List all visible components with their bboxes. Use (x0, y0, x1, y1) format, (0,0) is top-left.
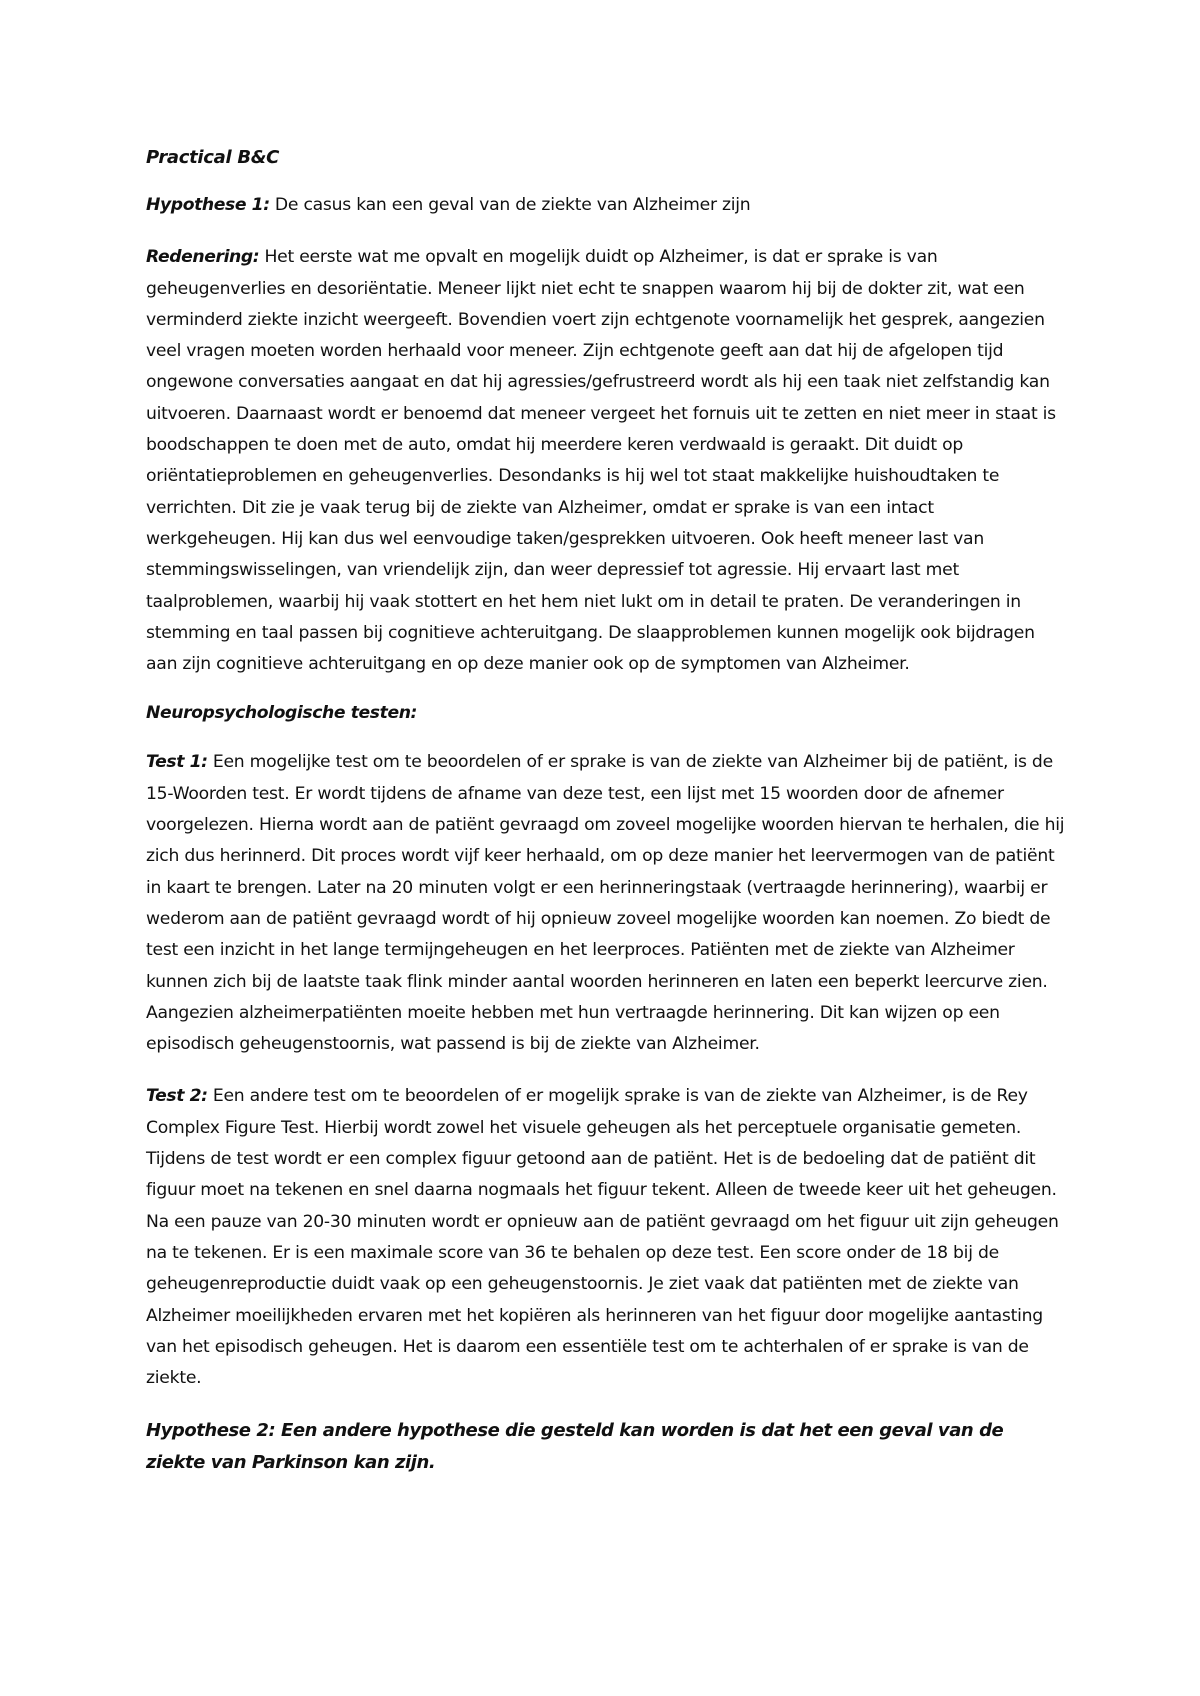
reasoning-text: Het eerste wat me opvalt en mogelijk duidt op Alzheimer, is dat er sprake is van geheugenverlies en desoriëntatie. Meneer lijkt niet echt te snappen waarom hij bij de dokter zit, wat een verminderd ziekte inzicht weergeeft. Bovendien voert zijn echtgenote voornamelijk het gesprek, aangezien veel vragen moeten worden herhaald voor meneer. Zijn echtgenote geeft aan dat hij de afgelopen tijd ongewone conversaties aangaat en dat hij agressies/gefrustreerd wordt als hij een taak niet zelfstandig kan uitvoeren. Daarnaast wordt er benoemd dat meneer vergeet het fornuis uit te zetten en niet meer in staat is boodschappen te doen met de auto, omdat hij meerdere keren verdwaald is geraakt. Dit duidt op oriëntatieproblemen en geheugenverlies. Desondanks is hij wel tot staat makkelijke huishoudtaken te verrichten. Dit zie je vaak terug bij de ziekte van Alzheimer, omdat er sprake is van een intact werkgeheugen. Hij kan dus wel eenvoudige taken/gesprekken uitvoeren. Ook heeft meneer last van stemmingswisselingen, van vriendelijk zijn, dan weer depressief tot agressie. Hij ervaart last met taalproblemen, waarbij hij vaak stottert en het hem niet lukt om in detail te praten. De veranderingen in stemming en taal passen bij cognitieve achteruitgang. De slaapproblemen kunnen mogelijk ook bijdragen aan zijn cognitieve achteruitgang en op deze manier ook op de symptomen van Alzheimer. (146, 247, 1056, 675)
test-2-paragraph (146, 1081, 1066, 1394)
reasoning-label: Redenering: (146, 247, 260, 268)
hypothesis-1-label: Hypothese 1: (146, 195, 270, 215)
test-1-text: Een mogelijke test om te beoordelen of er sprake is van de ziekte van Alzheimer bij de patiënt, is de 15-Woorden test. Er wordt tijdens de afname van deze test, een lijst met 15 woorden door de afnemer voorgelezen. Hierna wordt aan de patiënt gevraagd om zoveel mogelijke woorden hiervan te herhalen, die hij zich dus herinnerd. Dit proces wordt vijf keer herhaald, om op deze manier het leervermogen van de patiënt in kaart te brengen. Later na 20 minuten volgt er een herinneringstaak (vertraagde herinnering), waarbij er wederom aan de patiënt gevraagd wordt of hij opnieuw zoveel mogelijke woorden kan noemen. Zo biedt de test een inzicht in het lange termijngeheugen en het leerproces. Patiënten met de ziekte van Alzheimer kunnen zich bij de laatste taak flink minder aantal woorden herinneren en laten een beperkt leercurve zien. Aangezien alzheimerpatiënten moeite hebben met hun vertraagde herinnering. Dit kan wijzen op een episodisch geheugenstoornis, wat passend is bij de ziekte van Alzheimer. (146, 752, 1065, 1055)
hypothesis-2-heading: Hypothese 2: Een andere hypothese die gesteld kan worden is dat het een geval van de ziekte van Parkinson kan zijn. (146, 1420, 1004, 1474)
document-title: Practical B&C (146, 147, 280, 168)
reasoning-paragraph (146, 242, 1066, 680)
test-1-paragraph (146, 747, 1066, 1060)
test-2-text: Een andere test om te beoordelen of er mogelijk sprake is van de ziekte van Alzheimer, is de Rey Complex Figure Test. Hierbij wordt zowel het visuele geheugen als het perceptuele organisatie gemeten. Tijdens de test wordt er een complex figuur getoond aan de patiënt. Het is de bedoeling dat de patiënt dit figuur moet na tekenen en snel daarna nogmaals het figuur tekent. Alleen de tweede keer uit het geheugen. Na een pauze van 20-30 minuten wordt er opnieuw aan de patiënt gevraagd om het figuur uit zijn geheugen na te tekenen. Er is een maximale score van 36 te behalen op deze test. Een score onder de 18 bij de geheugenreproductie duidt vaak op een geheugenstoornis. Je ziet vaak dat patiënten met de ziekte van Alzheimer moeilijkheden ervaren met het kopiëren als herinneren van het figuur door mogelijke aantasting van het episodisch geheugen. Het is daarom een essentiële test om te achterhalen of er sprake is van de ziekte. (146, 1086, 1059, 1389)
document-body (146, 146, 1066, 1479)
hypothesis-1-paragraph (146, 190, 1066, 221)
test-2-label: Test 2: (146, 1086, 208, 1107)
test-1-label: Test 1: (146, 752, 208, 773)
hypothesis-1-text: De casus kan een geval van de ziekte van Alzheimer zijn (269, 195, 751, 215)
neuro-tests-heading: Neuropsychologische testen: (146, 703, 418, 724)
